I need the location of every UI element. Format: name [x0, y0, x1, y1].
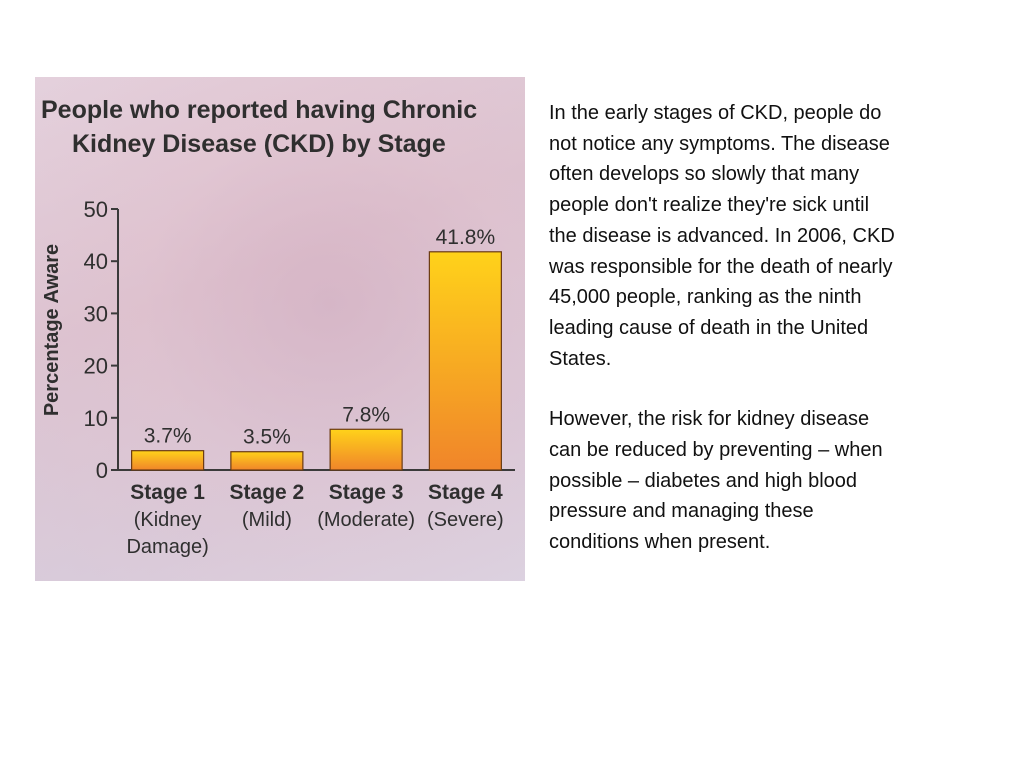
- x-tick-label: Stage 3: [328, 481, 404, 504]
- x-tick-sublabel: (Kidney: [133, 509, 202, 531]
- description-paragraph-1: In the early stages of CKD, people do not notice any symptoms. The disease often develops so slowly that many people don't realize they're sick until the disease is advanced. In 2006, CKD was responsible for the death of nearly 45,000 people, ranking as the ninth leading cause of death in the United States.: [549, 102, 895, 370]
- y-tick-label: 0: [95, 458, 108, 483]
- data-label: 3.5%: [242, 425, 291, 449]
- x-tick-label: Stage 4: [428, 481, 503, 504]
- y-tick-label: 30: [83, 301, 108, 327]
- description-text: [549, 98, 969, 588]
- x-tick-sublabel: (Moderate): [317, 509, 416, 531]
- bar-stage-3: [330, 429, 402, 470]
- chart-title-line-2: Kidney Disease (CKD) by Stage: [72, 130, 446, 158]
- y-tick-label: 20: [83, 353, 108, 379]
- x-tick-label: Stage 1: [130, 481, 205, 504]
- bar-stage-4: [429, 252, 501, 470]
- y-tick-label: 10: [83, 405, 108, 431]
- chart-title-line-1: People who reported having Chronic: [41, 96, 478, 124]
- ckd-bar-chart: [35, 77, 525, 581]
- description-paragraph-2: However, the risk for kidney disease can be reduced by preventing – when possible – diabetes and high blood pressure and managing these conditions when present.: [549, 408, 883, 554]
- data-label: 41.8%: [435, 225, 496, 249]
- x-tick-sublabel: Damage): [126, 536, 209, 558]
- data-label: 7.8%: [342, 403, 391, 427]
- y-axis-label: Percentage Aware: [41, 243, 63, 417]
- y-tick-label: 50: [83, 197, 108, 222]
- x-tick-sublabel: (Severe): [427, 509, 504, 531]
- chart-panel: [35, 77, 525, 581]
- x-tick-sublabel: (Mild): [241, 509, 292, 531]
- data-label: 3.7%: [143, 424, 192, 448]
- bar-stage-2: [231, 452, 303, 470]
- x-tick-label: Stage 2: [229, 481, 305, 504]
- bar-stage-1: [132, 451, 204, 470]
- y-tick-label: 40: [83, 249, 108, 275]
